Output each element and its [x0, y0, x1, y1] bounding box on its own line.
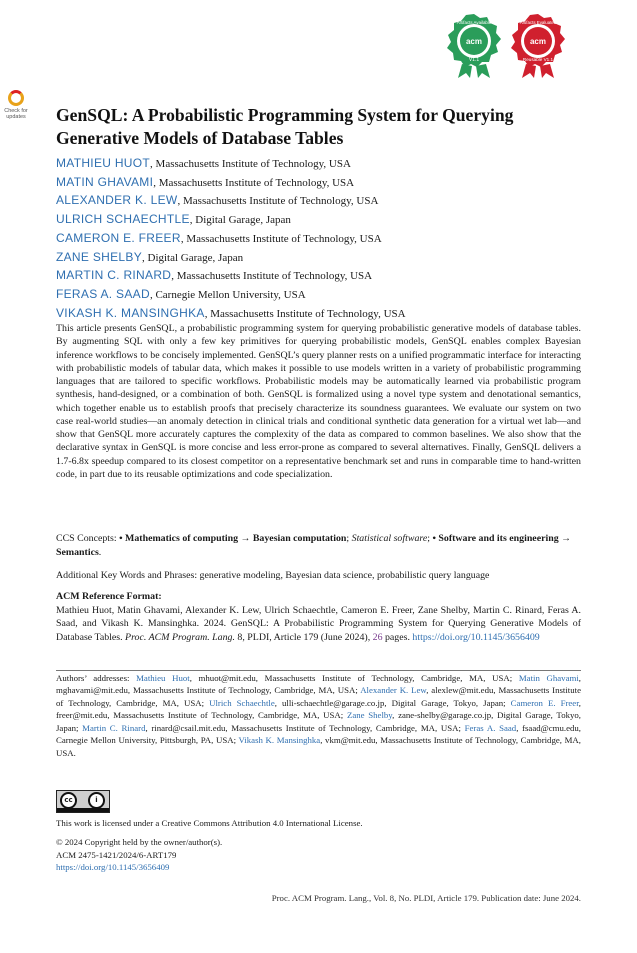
divider — [56, 670, 581, 671]
publication-meta — [56, 836, 222, 874]
reference-details: 8, PLDI, Article 179 (June 2024), — [234, 631, 373, 643]
svg-text:Artifacts Available: Artifacts Available — [456, 20, 492, 25]
author-row — [56, 286, 596, 305]
address-author-link[interactable]: Ulrich Schaechtle — [209, 697, 275, 708]
author-name-link[interactable]: CAMERON E. FREER — [56, 230, 181, 245]
check-updates-line1: Check for — [4, 108, 28, 114]
address-author-link[interactable]: Alexander K. Lew — [360, 685, 427, 696]
artifacts-available-badge — [444, 12, 504, 80]
author-affiliation: , Massachusetts Institute of Technology, USA — [150, 158, 351, 170]
svg-text:acm: acm — [465, 37, 483, 46]
svg-text:V1.1: V1.1 — [468, 57, 480, 63]
address-text: , alexlew@mit.edu, Massachusetts Institute of Technology, Cambridge, MA, USA; — [56, 685, 581, 708]
author-affiliation: , Digital Garage, Japan — [142, 251, 244, 264]
author-row — [56, 174, 596, 193]
ccs-sep: ; — [346, 533, 352, 544]
address-text: , fsaad@cmu.edu, Carnegie Mellon University, Pittsburgh, PA, USA; — [56, 722, 581, 746]
svg-text:acm: acm — [529, 37, 547, 46]
abstract: This article presents GenSQL, a probabilistic programming system for querying probabilistic generative models of database tables. By augmenting SQL with only a few key primitives for querying probabilistic models, GenSQL enables complex Bayesian inference workflows to be concisely implemented. GenSQL’s query planner rests on a unified programmatic interface for interacting with probabilistic models of tabular data, which makes it possible to use models written in a variety of probabilistic programming languages that are tailored to specific workflows. Probabilistic models may be automatically learned via probabilistic program synthesis, hand-designed, or a combination of both. GenSQL is formalized using a novel type system and denotational semantics, which together enable us to establish proofs that precisely characterize its soundness guarantees. We evaluate our system on two case real-world studies—an anomaly detection in clinical trials and conditional synthetic data generation for a virtual wet lab—and show that GenSQL more accurately captures the complexity of the data as compared to common baselines. We also show that the declarative syntax in GenSQL is more concise and less error-prone as compared to several alternatives. Finally, GenSQL delivers a 1.7-6.8x speedup compared to its closest competitor on a representative benchmark set and runs in comparable time to hand-written code, in part due to its reusable optimizations and code specialization. — [56, 323, 581, 480]
ccs-end: . — [98, 546, 102, 558]
check-updates-icon — [8, 90, 24, 106]
reference-format — [56, 604, 581, 644]
author-name-link[interactable]: ZANE SHELBY — [56, 249, 142, 264]
author-list — [56, 155, 596, 323]
author-name-link[interactable]: MATIN GHAVAMI — [56, 174, 154, 189]
author-affiliation: , Digital Garage, Japan — [189, 214, 291, 227]
license-text: This work is licensed under a Creative Commons Attribution 4.0 International License. — [56, 818, 363, 828]
author-row — [56, 305, 596, 324]
author-row — [56, 192, 596, 211]
address-author-link[interactable]: Matin Ghavami — [518, 673, 579, 683]
copyright: © 2024 Copyright held by the owner/author(s). — [56, 837, 223, 847]
by-strip — [57, 808, 109, 812]
reference-pages[interactable]: 26 — [372, 631, 383, 643]
author-row — [56, 230, 596, 249]
author-name-link[interactable]: MATHIEU HUOT — [56, 156, 151, 170]
svg-text:Reusable V1.1: Reusable V1.1 — [522, 57, 554, 62]
ccs-concept-2: Statistical software — [351, 533, 428, 544]
reference-venue: Proc. ACM Program. Lang. — [125, 631, 235, 643]
author-name-link[interactable]: VIKASH K. MANSINGHKA — [56, 305, 205, 320]
author-name-link[interactable]: MARTIN C. RINARD — [56, 268, 172, 283]
author-affiliation: , Massachusetts Institute of Technology, USA — [177, 195, 379, 208]
address-author-link[interactable]: Vikash K. Mansinghka — [238, 735, 321, 746]
author-name-link[interactable]: FERAS A. SAAD — [56, 286, 150, 301]
reference-heading: ACM Reference Format: — [56, 591, 162, 602]
address-author-link[interactable]: Martin C. Rinard — [82, 722, 146, 733]
author-affiliation: , Massachusetts Institute of Technology, USA — [153, 176, 355, 189]
ccs-concept-3: • Software and its engineering → Semantics — [56, 533, 571, 558]
author-affiliation: , Massachusetts Institute of Technology, USA — [204, 307, 406, 320]
check-updates-line2: updates — [6, 114, 26, 120]
author-affiliation: , Carnegie Mellon University, USA — [149, 288, 306, 301]
ccs-concept-1: • Mathematics of computing → Bayesian computation — [119, 533, 347, 544]
page-footer: Proc. ACM Program. Lang., Vol. 8, No. PLDI, Article 179. Publication date: June 2024. — [271, 893, 581, 903]
author-row — [56, 249, 596, 268]
author-name-link[interactable]: ALEXANDER K. LEW — [56, 193, 178, 208]
check-for-updates[interactable] — [0, 90, 32, 120]
address-text: , ulli-schaechtle@garage.co.jp, Digital Garage, Tokyo, Japan; — [274, 697, 511, 708]
author-affiliation: , Massachusetts Institute of Technology, USA — [180, 232, 382, 245]
cc-by-license-badge[interactable] — [56, 790, 110, 813]
by-person-icon: i — [88, 792, 105, 809]
address-author-link[interactable]: Zane Shelby — [346, 710, 393, 721]
doi-link[interactable]: https://doi.org/10.1145/3656409 — [56, 862, 170, 872]
address-text: , zane-shelby@garage.co.jp, Digital Garage, Tokyo, Japan; — [56, 710, 581, 733]
svg-text:Artifacts Evaluated: Artifacts Evaluated — [519, 20, 557, 25]
address-author-link[interactable]: Cameron E. Freer — [510, 697, 579, 708]
author-name-link[interactable]: ULRICH SCHAECHTLE — [56, 212, 190, 227]
address-text: , freer@mit.edu, Massachusetts Institute of Technology, Cambridge, MA, USA; — [56, 697, 581, 721]
keywords: Additional Key Words and Phrases: generative modeling, Bayesian data science, probabilistic query language — [56, 570, 490, 581]
author-addresses — [56, 672, 581, 759]
artifacts-reusable-badge — [508, 12, 568, 80]
acm-id: ACM 2475-1421/2024/6-ART179 — [56, 849, 177, 860]
paper-title: GenSQL: A Probabilistic Programming System for Querying Generative Models of Database Tables — [56, 105, 514, 148]
ccs-sep: ; — [427, 533, 433, 544]
author-affiliation: , Massachusetts Institute of Technology, USA — [171, 270, 373, 283]
address-text: , mghavami@mit.edu, Massachusetts Institute of Technology, Cambridge, MA, USA; — [56, 673, 581, 696]
address-text: , mhuot@mit.edu, Massachusetts Institute of Technology, Cambridge, MA, USA; — [189, 673, 519, 683]
address-text: , rinard@csail.mit.edu, Massachusetts Institute of Technology, Cambridge, MA, USA; — [145, 722, 465, 733]
reference-doi-link[interactable]: https://doi.org/10.1145/3656409 — [412, 631, 540, 643]
address-text: , vkm@mit.edu, Massachusetts Institute of Technology, Cambridge, MA, USA. — [56, 735, 581, 758]
address-text: Authors’ addresses: — [56, 673, 137, 683]
address-author-link[interactable]: Feras A. Saad — [464, 722, 517, 733]
ccs-concepts — [56, 532, 581, 559]
author-row — [56, 155, 596, 174]
reference-pages-suffix: pages. — [382, 631, 413, 643]
reference-citation: Mathieu Huot, Matin Ghavami, Alexander K. Lew, Ulrich Schaechtle, Cameron E. Freer, Zane Shelby, Martin C. Rinard, Feras A. Saad, and Vikash K. Mansinghka. 2024. GenSQL: A Probabilistic Programming System for Querying Generative Models of Database Tables. — [56, 605, 581, 643]
cc-icon: cc — [60, 792, 77, 809]
address-author-link[interactable]: Mathieu Huot — [136, 673, 190, 683]
author-row — [56, 267, 596, 286]
author-row — [56, 211, 596, 230]
ccs-label: CCS Concepts: — [56, 533, 120, 544]
